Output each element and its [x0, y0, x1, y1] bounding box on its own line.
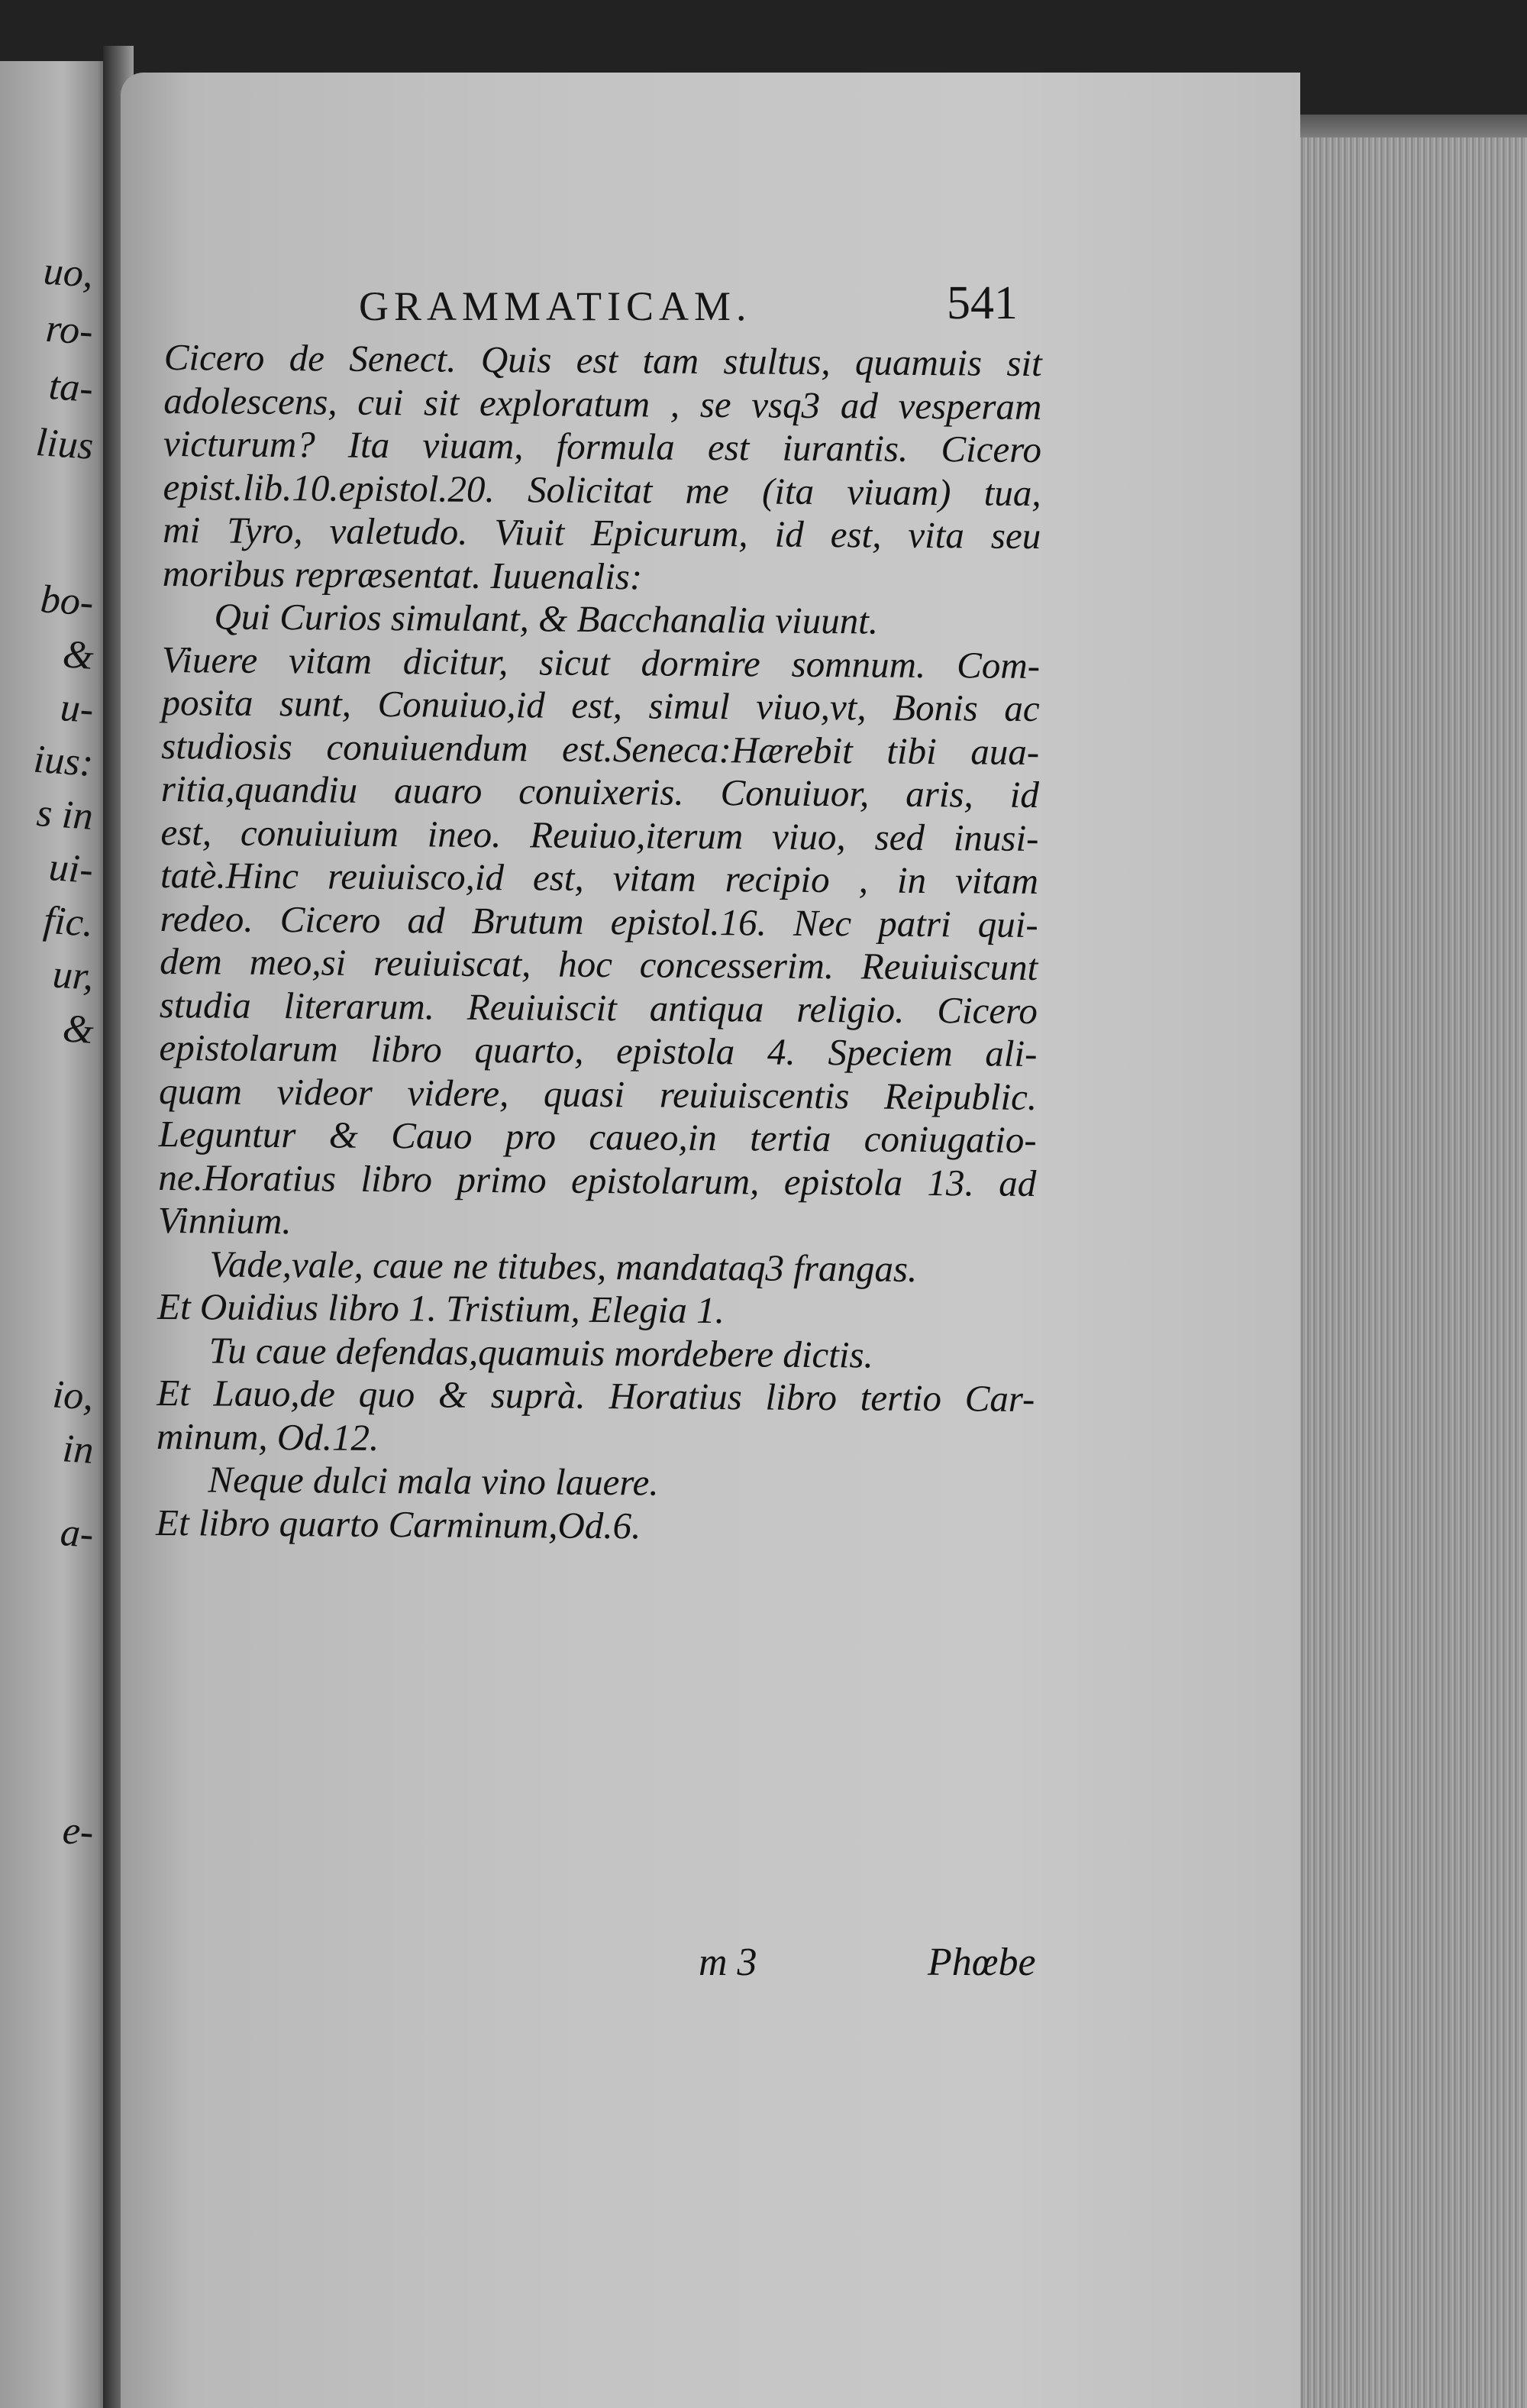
- page-number: 541: [947, 277, 1018, 329]
- facing-page-edge: [0, 61, 115, 2408]
- text-line: epist.lib.10.epistol.20. Solicitat me (ita viuam) tua,: [163, 465, 1041, 514]
- text-line: posita sunt, Conuiuo,id est, simul viuo,vt, Bonis ac: [161, 680, 1040, 730]
- text-line: dem meo,si reuiuiscat, hoc concesserim. Reuiuiscunt: [160, 939, 1038, 989]
- text-line: Leguntur & Cauo pro caueo,in tertia coniugatio-: [158, 1112, 1037, 1162]
- text-line: Et libro quarto Carminum,Od.6.: [155, 1501, 641, 1547]
- text-line: studia literarum. Reuiuiscit antiqua religio. Cicero: [159, 983, 1038, 1032]
- text-line: victurum? Ita viuam, formula est iurantis. Cicero: [163, 422, 1042, 471]
- catchword: Phœbe: [928, 1941, 1036, 1984]
- facing-page-fragment: u-: [58, 686, 95, 732]
- body-text: [156, 336, 1042, 1550]
- facing-page-fragment: a-: [58, 1511, 95, 1556]
- facing-page-fragment: ui-: [47, 845, 95, 892]
- verse-line: Neque dulci mala vino lauere.: [208, 1458, 659, 1504]
- text-line: studiosis conuiuendum est.Seneca:Hærebit tibi aua-: [161, 724, 1040, 773]
- verse-line: Qui Curios simulant, & Bacchanalia viuunt.: [214, 595, 879, 642]
- page-block-edges: [1298, 137, 1527, 2408]
- text-line: epistolarum libro quarto, epistola 4. Speciem ali-: [159, 1026, 1038, 1075]
- text-line: mi Tyro, valetudo. Viuit Epicurum, id est, vita seu: [163, 508, 1041, 558]
- text-line: adolescens, cui sit exploratum , se vsq3 ad vesperam: [163, 379, 1042, 428]
- text-line: Vinnium.: [157, 1198, 292, 1243]
- facing-page-fragment: ro-: [44, 306, 95, 354]
- text-line: tatè.Hinc reuiuisco,id est, vitam recipio , in vitam: [160, 853, 1039, 903]
- facing-page-fragment: &: [60, 1007, 95, 1052]
- text-line: est, conuiuium ineo. Reuiuo,iterum viuo, sed inusi-: [160, 810, 1039, 859]
- verse-line: Tu caue defendas,quamuis mordebere dictis.: [208, 1328, 873, 1376]
- text-line: Viuere vitam dicitur, sicut dormire somnum. Com-: [161, 638, 1041, 687]
- facing-page-fragment: ur,: [50, 952, 95, 999]
- facing-page-fragment: e-: [60, 1808, 95, 1854]
- facing-page-fragment: io,: [50, 1372, 95, 1419]
- text-line: redeo. Cicero ad Brutum epistol.16. Nec patri qui-: [160, 897, 1038, 945]
- text-line: moribus repræsentat. Iuuenalis:: [162, 551, 643, 597]
- text-line: minum, Od.12.: [156, 1414, 379, 1459]
- facing-page-fragment: &: [60, 632, 95, 678]
- facing-page-fragment: in: [60, 1427, 95, 1472]
- text-line: ritia,quandiu auaro conuixeris. Conuiuor, aris, id: [160, 767, 1040, 816]
- facing-page-fragment: bo-: [38, 577, 95, 625]
- facing-page-fragment: ius:: [32, 737, 95, 785]
- facing-page-fragment: uo,: [42, 249, 95, 296]
- facing-page-fragment: lius: [34, 420, 95, 468]
- verse-line: Vade,vale, caue ne titubes, mandataq3 frangas.: [209, 1242, 918, 1290]
- signature-mark: m 3: [699, 1941, 757, 1984]
- facing-page-fragment: fic.: [42, 898, 95, 945]
- text-line: quam videor videre, quasi reuiuiscentis Reipublic.: [158, 1069, 1038, 1118]
- facing-page-fragment: ta-: [47, 364, 95, 411]
- text-line: Et Lauo,de quo & suprà. Horatius libro tertio Car-: [157, 1371, 1035, 1420]
- running-head: GRAMMATICAM.: [359, 283, 752, 329]
- facing-page-fragment: s in: [35, 790, 95, 839]
- text-line: ne.Horatius libro primo epistolarum, epistola 13. ad: [158, 1156, 1037, 1204]
- text-line: Cicero de Senect. Quis est tam stultus, quamuis sit: [163, 336, 1042, 385]
- text-line: Et Ouidius libro 1. Tristium, Elegia 1.: [157, 1285, 725, 1332]
